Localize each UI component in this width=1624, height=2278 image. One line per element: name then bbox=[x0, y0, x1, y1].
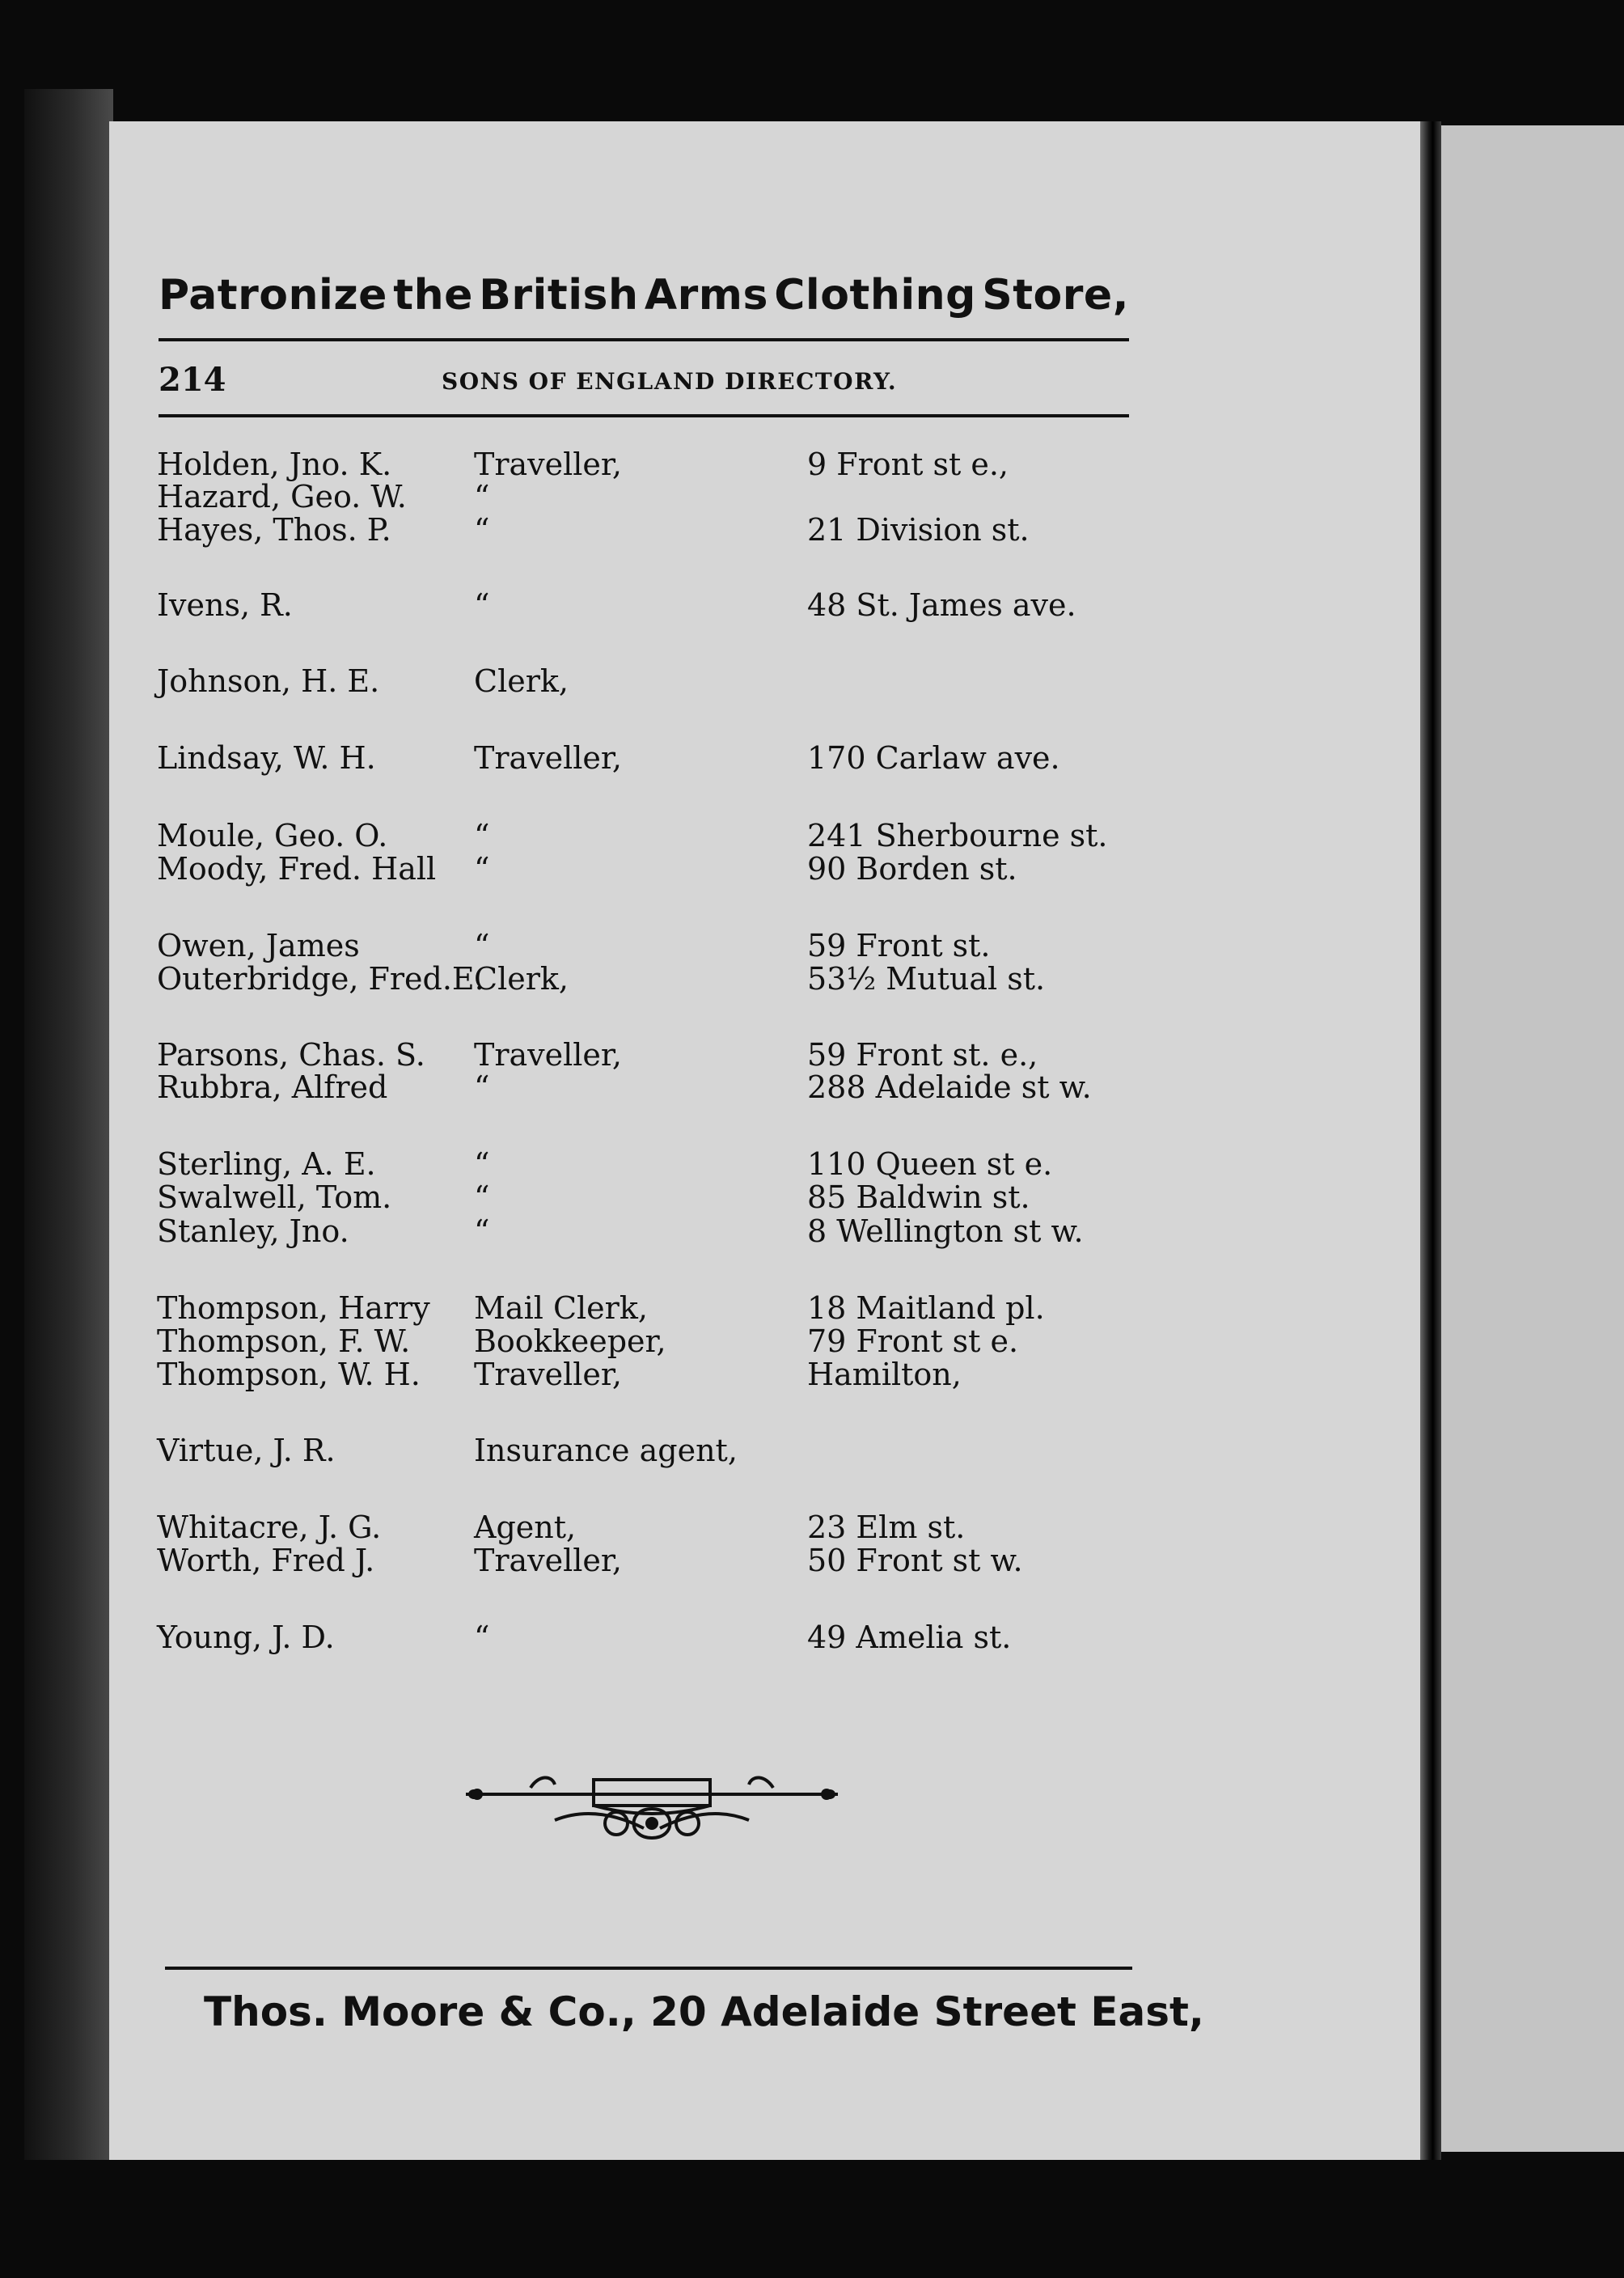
entry-name: Ivens, R. bbox=[157, 587, 293, 623]
entry-occupation: “ bbox=[474, 587, 490, 623]
page-number: 214 bbox=[159, 361, 226, 399]
entry-occupation: “ bbox=[474, 1179, 490, 1215]
directory-entry bbox=[0, 479, 1262, 514]
banner-word: British bbox=[479, 271, 639, 320]
entry-address: 59 Front st. bbox=[807, 928, 991, 963]
entry-name: Hayes, Thos. P. bbox=[157, 512, 391, 548]
directory-entry bbox=[0, 1179, 1262, 1215]
entry-occupation: Bookkeeper, bbox=[474, 1323, 666, 1359]
directory-entry bbox=[0, 1290, 1262, 1326]
entry-address: 18 Maitland pl. bbox=[807, 1290, 1045, 1326]
entry-name: Worth, Fred J. bbox=[157, 1543, 375, 1578]
entry-occupation: “ bbox=[474, 818, 490, 853]
entry-occupation: “ bbox=[474, 479, 490, 514]
entry-occupation: Mail Clerk, bbox=[474, 1290, 648, 1326]
entry-address: 48 St. James ave. bbox=[807, 587, 1076, 623]
entry-address: 50 Front st w. bbox=[807, 1543, 1023, 1578]
entry-name: Moule, Geo. O. bbox=[157, 818, 388, 853]
directory-entry bbox=[0, 587, 1262, 623]
entry-occupation: “ bbox=[474, 851, 490, 887]
entry-name: Thompson, F. W. bbox=[157, 1323, 411, 1359]
entry-occupation: “ bbox=[474, 1213, 490, 1249]
entry-occupation: Traveller, bbox=[474, 447, 622, 482]
entry-name: Thompson, Harry bbox=[157, 1290, 430, 1326]
entry-occupation: Clerk, bbox=[474, 961, 569, 997]
entry-occupation: “ bbox=[474, 1620, 490, 1655]
entry-address: 21 Division st. bbox=[807, 512, 1030, 548]
banner-word: the bbox=[393, 271, 473, 320]
entry-name: Holden, Jno. K. bbox=[157, 447, 392, 482]
entry-name: Young, J. D. bbox=[157, 1620, 335, 1655]
entry-address: Hamilton, bbox=[807, 1357, 962, 1392]
directory-entry bbox=[0, 1543, 1262, 1578]
directory-entry bbox=[0, 928, 1262, 963]
entry-address: 170 Carlaw ave. bbox=[807, 740, 1060, 776]
book-spine bbox=[24, 89, 113, 2160]
entry-address: 288 Adelaide st w. bbox=[807, 1069, 1092, 1105]
entry-name: Rubbra, Alfred bbox=[157, 1069, 388, 1105]
entry-address: 85 Baldwin st. bbox=[807, 1179, 1030, 1215]
entry-occupation: “ bbox=[474, 928, 490, 963]
entry-name: Stanley, Jno. bbox=[157, 1213, 349, 1249]
entry-address: 53½ Mutual st. bbox=[807, 961, 1046, 997]
page-gutter bbox=[1420, 121, 1441, 2160]
directory-entry bbox=[0, 1357, 1262, 1392]
directory-entry bbox=[0, 1213, 1262, 1249]
running-header: SONS OF ENGLAND DIRECTORY. bbox=[442, 368, 898, 395]
entry-address: 59 Front st. e., bbox=[807, 1037, 1038, 1073]
directory-entry bbox=[0, 1069, 1262, 1105]
entry-name: Parsons, Chas. S. bbox=[157, 1037, 425, 1073]
directory-entry bbox=[0, 1509, 1262, 1545]
banner-word: Arms bbox=[644, 271, 768, 320]
advertising-banner bbox=[159, 271, 1129, 320]
decorative-scroll-ornament bbox=[458, 1768, 846, 1849]
banner-word: Patronize bbox=[159, 271, 387, 320]
entry-occupation: Traveller, bbox=[474, 1357, 622, 1392]
entry-occupation: Traveller, bbox=[474, 1543, 622, 1578]
entry-address: 8 Wellington st w. bbox=[807, 1213, 1084, 1249]
directory-entry bbox=[0, 851, 1262, 887]
directory-entry bbox=[0, 818, 1262, 853]
header-rule bbox=[159, 414, 1129, 417]
directory-entry bbox=[0, 961, 1262, 997]
banner-word: Store, bbox=[982, 271, 1129, 320]
entry-occupation: “ bbox=[474, 512, 490, 548]
entry-name: Sterling, A. E. bbox=[157, 1146, 376, 1182]
entry-name: Swalwell, Tom. bbox=[157, 1179, 392, 1215]
directory-entry bbox=[0, 1433, 1262, 1468]
entry-name: Hazard, Geo. W. bbox=[157, 479, 407, 514]
entry-occupation: Insurance agent, bbox=[474, 1433, 738, 1468]
banner-word: Clothing bbox=[774, 271, 976, 320]
entry-occupation: Traveller, bbox=[474, 1037, 622, 1073]
entry-address: 49 Amelia st. bbox=[807, 1620, 1012, 1655]
entry-name: Lindsay, W. H. bbox=[157, 740, 376, 776]
entry-name: Moody, Fred. Hall bbox=[157, 851, 437, 887]
entry-name: Thompson, W. H. bbox=[157, 1357, 421, 1392]
entry-occupation: “ bbox=[474, 1146, 490, 1182]
entry-address: 79 Front st e. bbox=[807, 1323, 1019, 1359]
directory-entry bbox=[0, 1037, 1262, 1073]
footer-rule bbox=[165, 1967, 1132, 1970]
banner-rule bbox=[159, 338, 1129, 341]
entry-address: 9 Front st e., bbox=[807, 447, 1009, 482]
entry-name: Outerbridge, Fred.E. bbox=[157, 961, 484, 997]
directory-entry bbox=[0, 1323, 1262, 1359]
entry-name: Johnson, H. E. bbox=[157, 663, 380, 699]
directory-entry bbox=[0, 447, 1262, 482]
entry-name: Whitacre, J. G. bbox=[157, 1509, 382, 1545]
entry-occupation: Clerk, bbox=[474, 663, 569, 699]
entry-address: 23 Elm st. bbox=[807, 1509, 966, 1545]
facing-page-edge bbox=[1441, 125, 1624, 2152]
directory-entry bbox=[0, 1620, 1262, 1655]
entry-address: 241 Sherbourne st. bbox=[807, 818, 1108, 853]
directory-entry bbox=[0, 512, 1262, 548]
entry-address: 90 Borden st. bbox=[807, 851, 1017, 887]
directory-entry bbox=[0, 740, 1262, 776]
directory-page bbox=[109, 121, 1436, 2160]
entry-occupation: Agent, bbox=[474, 1509, 577, 1545]
directory-entry bbox=[0, 663, 1262, 699]
entry-occupation: Traveller, bbox=[474, 740, 622, 776]
entry-name: Virtue, J. R. bbox=[157, 1433, 336, 1468]
advertiser-footer: Thos. Moore & Co., 20 Adelaide Street East, bbox=[204, 1988, 1204, 2035]
entry-occupation: “ bbox=[474, 1069, 490, 1105]
entry-name: Owen, James bbox=[157, 928, 360, 963]
entry-address: 110 Queen st e. bbox=[807, 1146, 1053, 1182]
directory-entry bbox=[0, 1146, 1262, 1182]
